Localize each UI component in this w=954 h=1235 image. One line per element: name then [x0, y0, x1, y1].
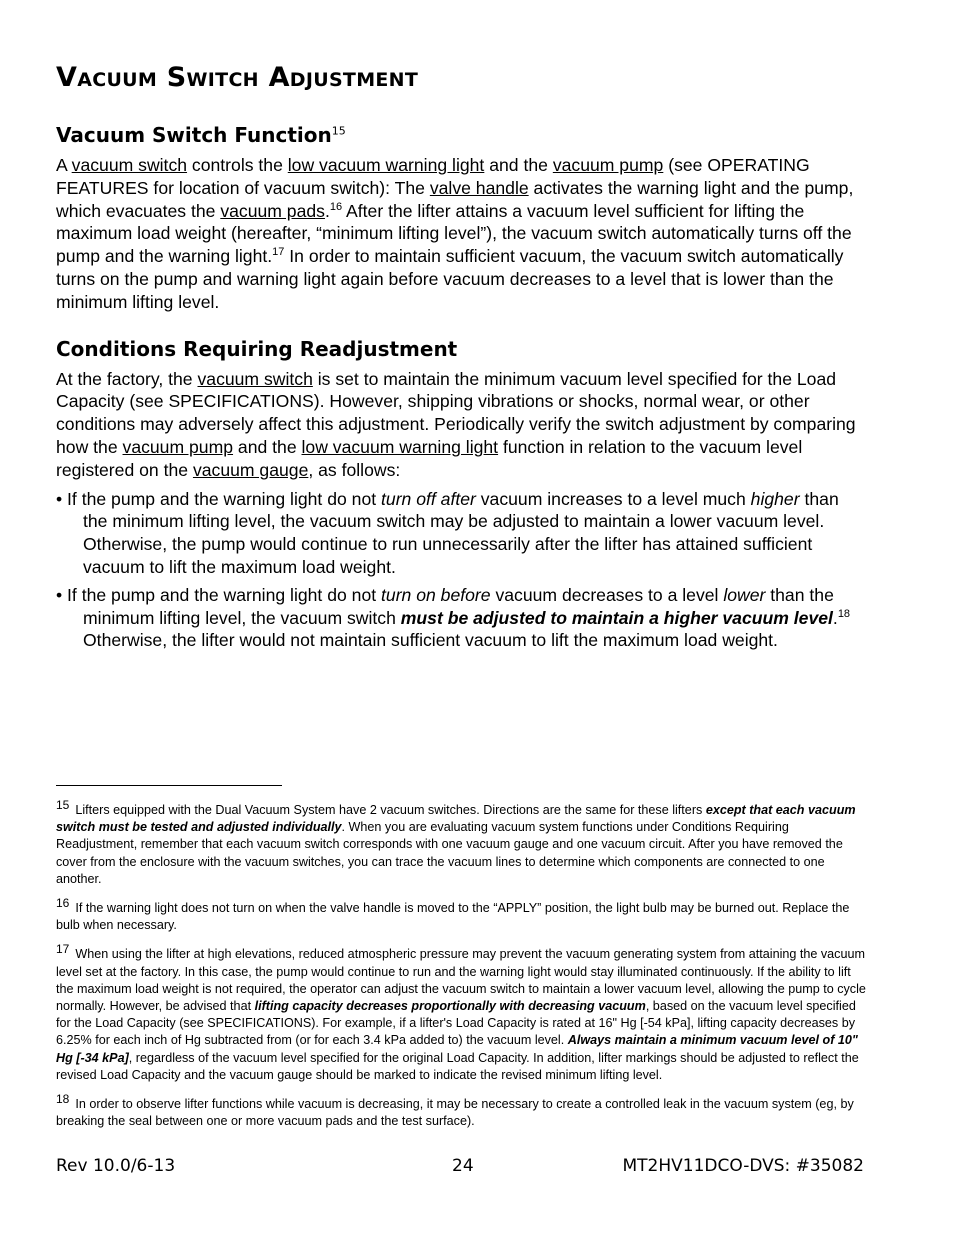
page-footer: [56, 1156, 864, 1180]
term-vacuum-pump: vacuum pump: [122, 436, 234, 457]
page-body: [56, 58, 868, 657]
footnote-separator: [56, 785, 282, 786]
term-warning-light: low vacuum warning light: [287, 155, 485, 175]
function-paragraph: A vacuum switch controls the low vacuum warning light and the vacuum pump (see OPERATING FEATURES for location of vacuum switch): The valve handle activates the warning light and the pump, which evacuates the vacuum pads.$^{16}$ After the lifter attains a vacuum level sufficient for lifting the maximum load weight (hereafter, “minimum lifting level”), the vacuum switch automatically turns off the pump and the warning light.$^{17}$ In order to maintain sufficient vacuum, the vacuum switch automatically turns on the pump and warning light again before vacuum decreases to a level that is lower than the minimum lifting level.: [56, 155, 854, 312]
bullet-item-higher: • If the pump and the warning light do not turn off after vacuum increases to a level much higher than the minimum lifting level, the vacuum switch may be adjusted to maintain a lower vacuum level. Otherwise, the pump would continue to run unnecessarily after the lifter has attained sufficient vacuum to lift the maximum load weight.: [56, 488, 839, 577]
footnote-ref-18: 18: [837, 607, 851, 620]
bullet-list: [56, 488, 868, 653]
term-vacuum-gauge: vacuum gauge: [192, 459, 309, 480]
term-vacuum-switch: vacuum switch: [71, 155, 188, 175]
section-heading-readjustment: Conditions Requiring Readjustment: [56, 336, 458, 361]
page-title: Vacuum Switch Adjustment: [56, 62, 419, 93]
footnote-ref-15: 15: [331, 124, 346, 138]
emphasis-warning: must be adjusted to maintain a higher vacuum level: [400, 607, 833, 628]
term-warning-light: low vacuum warning light: [301, 436, 499, 457]
heading-text: Vacuum Switch Function: [56, 123, 332, 147]
footnotes: [56, 797, 868, 1137]
footnote-18: 18 In order to observe lifter functions while vacuum is decreasing, it may be necessary to create a controlled leak in the vacuum system (eg, by breaking the seal between one or more vacuum pads and the test surface).: [56, 1092, 854, 1129]
footnote-17: 17 When using the lifter at high elevations, reduced atmospheric pressure may prevent the vacuum generating system from attaining the vacuum level set at the factory. In this case, the pump would continue to run and the warning light would stay illuminated continuously. If the ability to lift the maximum load weight is not required, the operator can adjust the vacuum switch to maintain a lower vacuum level, allowing the pump to cycle normally. However, be advised that lifting capacity decreases proportionally with decreasing vacuum, based on the vacuum level specified for the Load Capacity (see SPECIFICATIONS). For example, if a lifter's Load Capacity is rated at 16" Hg [-54 kPa], lifting capacity decreases by 6.25% for each inch of Hg subtracted from (or for each 3.4 kPa added to) the vacuum level. Always maintain a minimum vacuum level of 10" Hg [-34 kPa], regardless of the vacuum level specified for the original Load Capacity. In addition, lifter markings should be adjusted to reflect the revised Load Capacity and the vacuum gauge should be marked to indicate the revised minimum lifting level.: [56, 942, 866, 1082]
footnote-ref-16: 16: [329, 200, 343, 213]
bullet-item-lower: • If the pump and the warning light do not turn on before vacuum decreases to a level lower than the minimum lifting level, the vacuum switch must be adjusted to maintain a higher vacuum level.$^{18}$ Otherwise, the lifter would not maintain sufficient vacuum to lift the maximum load weight.: [56, 584, 851, 651]
term-vacuum-pads: vacuum pads: [220, 200, 325, 221]
term-vacuum-switch: vacuum switch: [197, 368, 313, 389]
section-heading-function: [56, 122, 868, 148]
page-number: 24: [452, 1156, 474, 1176]
section-readjustment: [56, 336, 868, 653]
term-valve-handle: valve handle: [429, 177, 529, 198]
footnote-ref-17: 17: [272, 246, 285, 259]
term-vacuum-pump: vacuum pump: [552, 155, 664, 175]
readjustment-paragraph: At the factory, the vacuum switch is set to maintain the minimum vacuum level specified for the Load Capacity (see SPECIFICATIONS). However, shipping vibrations or shocks, normal wear, or other conditions may adversely affect this adjustment. Periodically verify the switch adjustment by comparing how the vacuum pump and the low vacuum warning light function in relation to the vacuum level registered on the vacuum gauge, as follows:: [56, 368, 856, 480]
model-number: MT2HV11DCO-DVS: #35082: [622, 1156, 864, 1176]
footnote-16: 16 If the warning light does not turn on when the valve handle is moved to the “APPLY” position, the light bulb may be burned out. Replace the bulb when necessary.: [56, 896, 850, 933]
revision-label: Rev 10.0/6-13: [56, 1156, 176, 1176]
footnote-15: 15 Lifters equipped with the Dual Vacuum System have 2 vacuum switches. Directions are the same for these lifters except that each vacuum switch must be tested and adjusted individually. When you are evaluating vacuum system functions under Conditions Requiring Readjustment, remember that each vacuum switch corresponds with one vacuum gauge and one vacuum circuit. After you have removed the cover from the enclosure with the vacuum switches, you can trace the vacuum lines to determine which components are connected to one another.: [56, 798, 856, 886]
